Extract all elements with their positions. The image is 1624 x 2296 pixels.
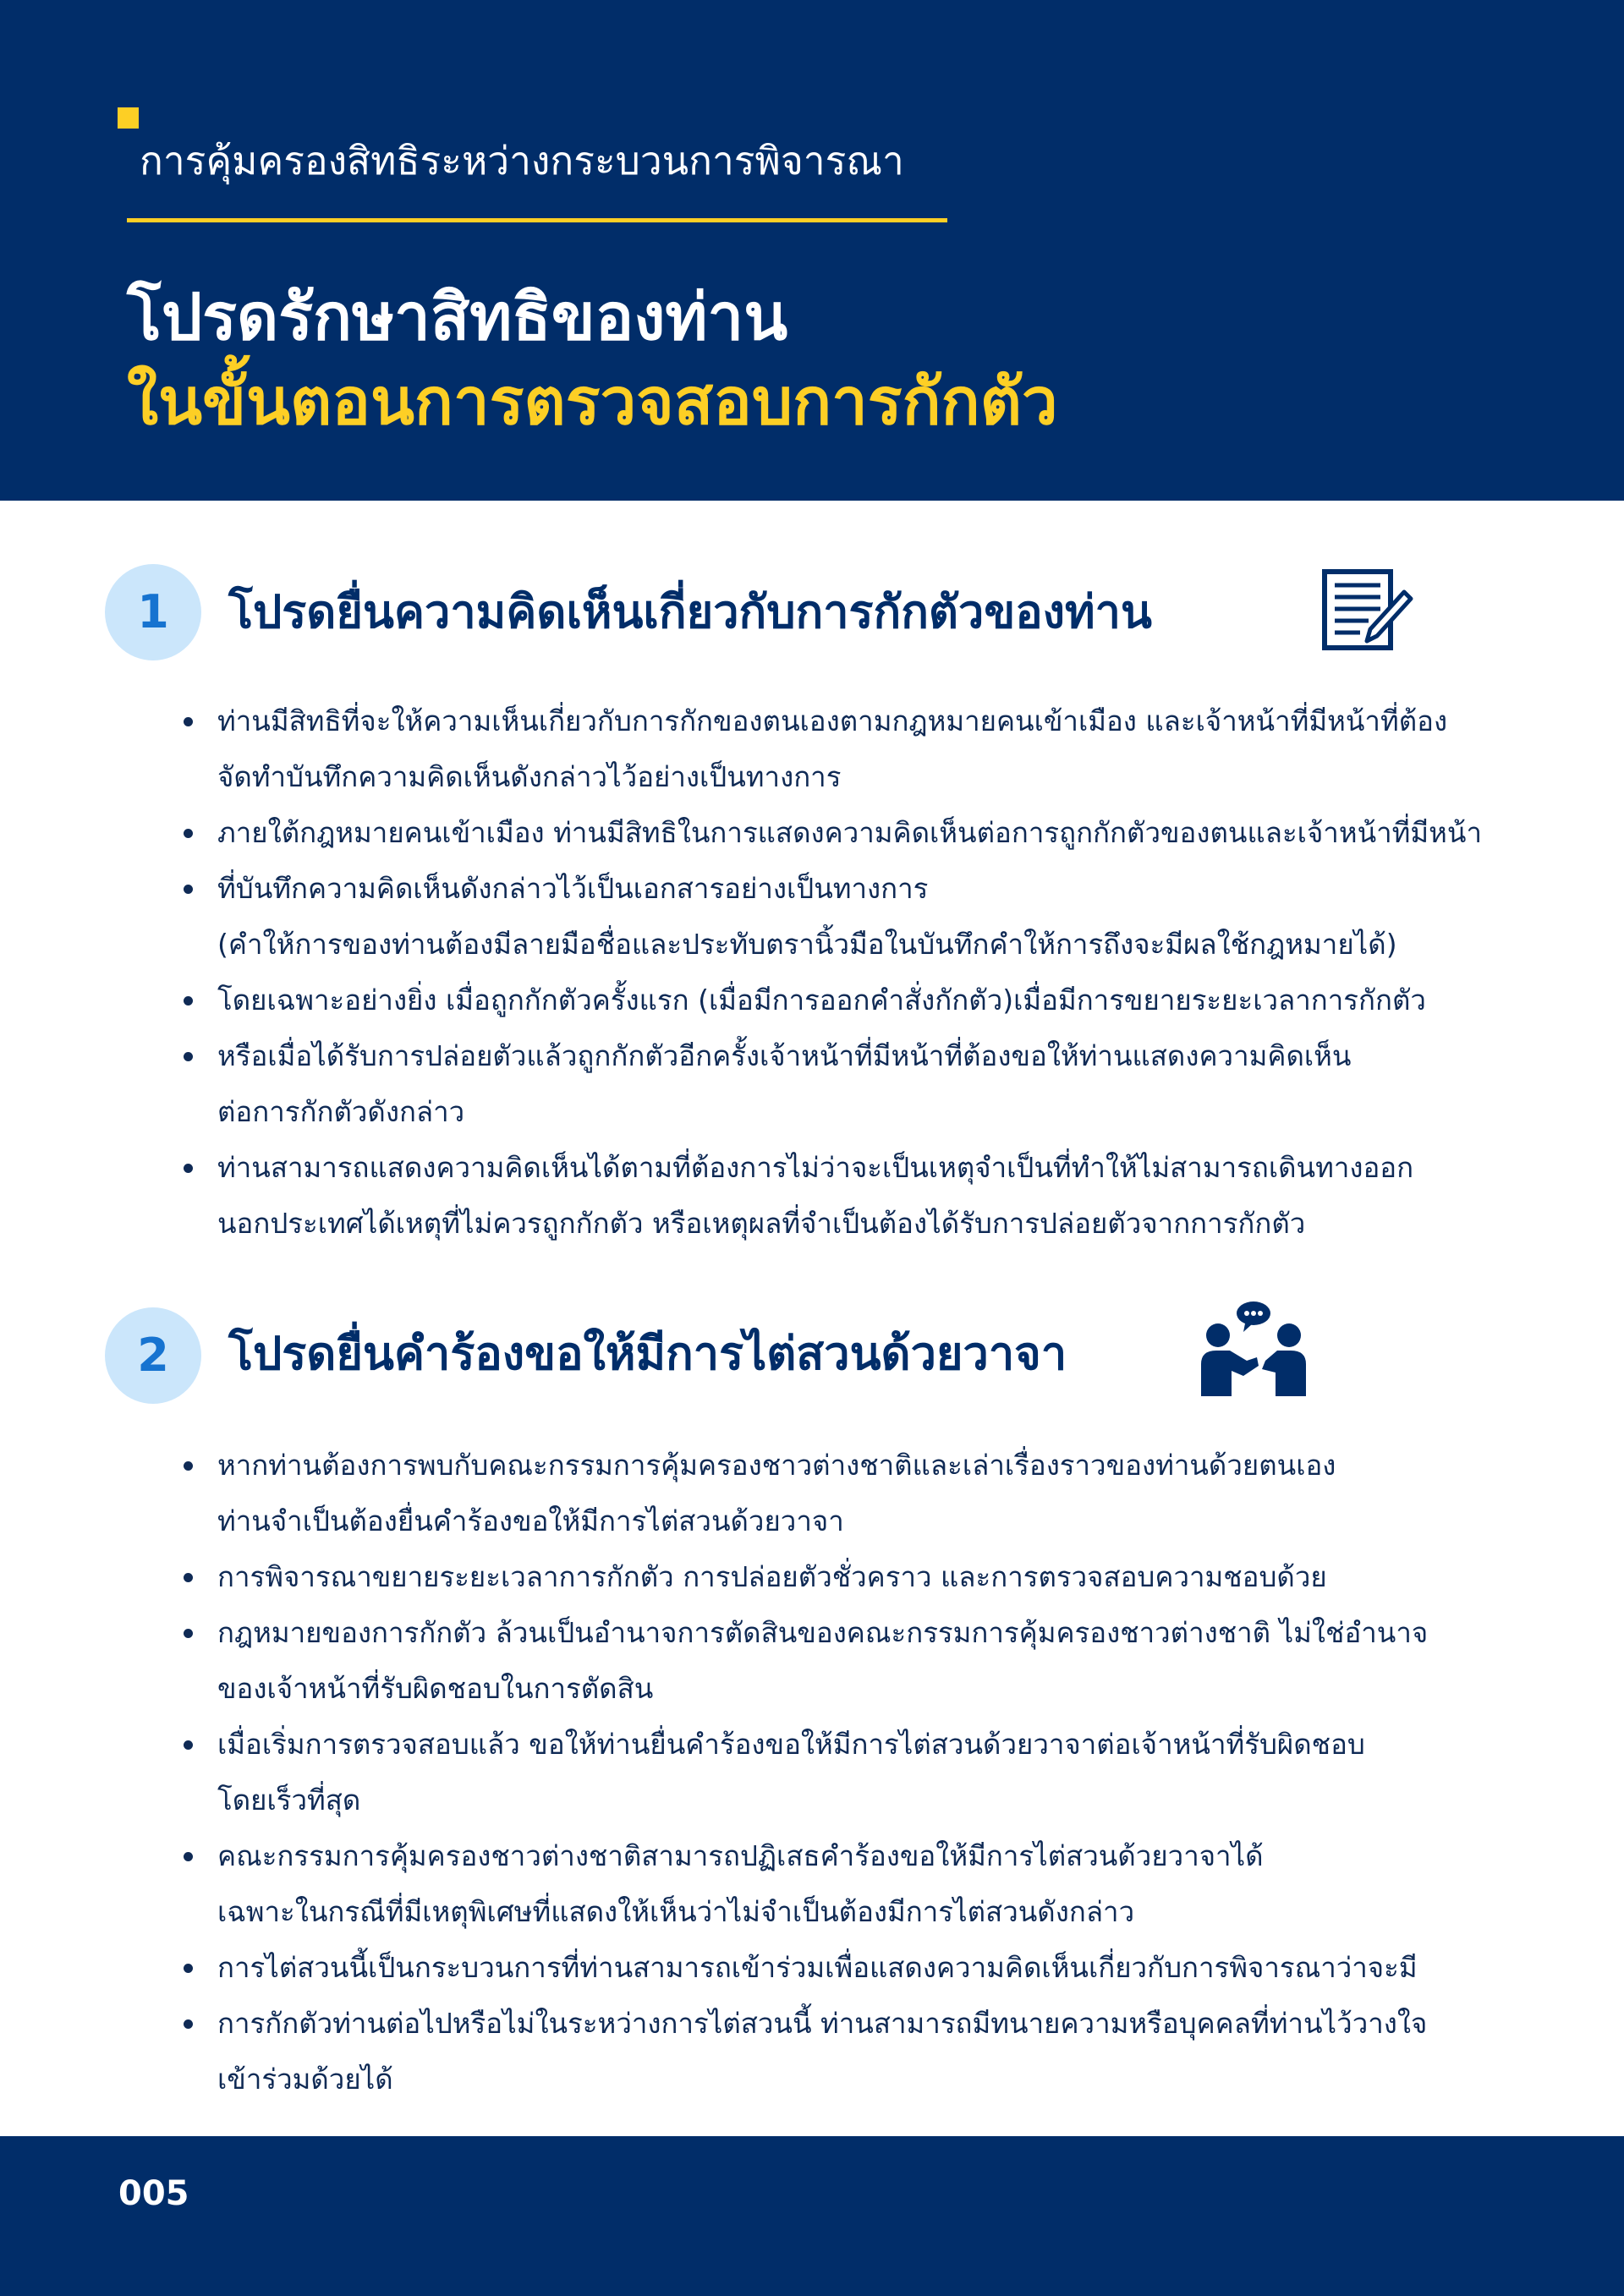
- bullet-text-line: จัดทำบันทึกความคิดเห็นดังกล่าวไว้อย่างเป็นทางการ: [217, 760, 842, 793]
- bullet-text-line: การพิจารณาขยายระยะเวลาการกักตัว การปล่อยตัวชั่วคราว และการตรวจสอบความชอบด้วย: [217, 1560, 1327, 1593]
- people-conversation-icon: [1198, 1298, 1309, 1401]
- bullet-text-line: ท่านมีสิทธิที่จะให้ความเห็นเกี่ยวกับการกักของตนเองตามกฎหมายคนเข้าเมือง และเจ้าหน้าที่มีหน้าที่ต้อง: [217, 704, 1448, 737]
- bullet-text-line: กฎหมายของการกักตัว ล้วนเป็นอำนาจการตัดสินของคณะกรรมการคุ้มครองชาวต่างชาติ ไม่ใช่อำนาจ: [217, 1616, 1429, 1649]
- page-title-line-2: ในขั้นตอนการตรวจสอบการกักตัว: [127, 364, 1058, 439]
- accent-square: [118, 107, 139, 129]
- bullet-text-line: การไต่สวนนี้เป็นกระบวนการที่ท่านสามารถเข้าร่วมเพื่อแสดงความคิดเห็นเกี่ยวกับการพิจารณาว่าจะมี: [217, 1951, 1418, 1984]
- bullet-item: [184, 1140, 1503, 1252]
- page-number: 005: [118, 2174, 189, 2213]
- bullet-item: [184, 1717, 1503, 1828]
- bullet-text-line: เข้าร่วมด้วยได้: [217, 2063, 393, 2096]
- footer-banner: [0, 2136, 1624, 2296]
- bullet-item: [184, 1028, 1503, 1140]
- bullet-text-line: ต่อการกักตัวดังกล่าว: [217, 1095, 465, 1128]
- bullet-text-line: การกักตัวท่านต่อไปหรือไม่ในระหว่างการไต่สวนนี้ ท่านสามารถมีทนายความหรือบุคคลที่ท่านไว้วางใจ: [217, 2007, 1428, 2040]
- bullet-text-line: โดยเร็วที่สุด: [217, 1784, 361, 1817]
- bullet-item: [184, 805, 1503, 861]
- bullet-item: [184, 1828, 1503, 1940]
- bullet-text-line: ของเจ้าหน้าที่รับผิดชอบในการตัดสิน: [217, 1672, 654, 1705]
- section-1-number-badge: 1: [105, 564, 201, 660]
- bullet-text-line: เฉพาะในกรณีที่มีเหตุพิเศษที่แสดงให้เห็นว่าไม่จำเป็นต้องมีการไต่สวนดังกล่าว: [217, 1895, 1135, 1928]
- bullet-text-line: หรือเมื่อได้รับการปล่อยตัวแล้วถูกกักตัวอีกครั้งเจ้าหน้าที่มีหน้าที่ต้องขอให้ท่านแสดงความคิดเห็น: [217, 1039, 1352, 1072]
- bullet-item: [184, 1549, 1503, 1605]
- bullet-item: [184, 1996, 1503, 2107]
- bullet-item: [184, 693, 1503, 805]
- document-pen-icon: [1321, 568, 1414, 656]
- bullet-item: [184, 861, 1503, 973]
- header-divider: [127, 218, 947, 222]
- section-1-title: โปรดยื่นความคิดเห็นเกี่ยวกับการกักตัวของท่าน: [228, 585, 1152, 638]
- bullet-text-line: (คำให้การของท่านต้องมีลายมือชื่อและประทับตรานิ้วมือในบันทึกคำให้การถึงจะมีผลใช้กฎหมายได้): [217, 928, 1397, 961]
- bullet-item: [184, 1605, 1503, 1717]
- bullet-text-line: คณะกรรมการคุ้มครองชาวต่างชาติสามารถปฏิเสธคำร้องขอให้มีการไต่สวนด้วยวาจาได้: [217, 1839, 1264, 1872]
- bullet-text-line: เมื่อเริ่มการตรวจสอบแล้ว ขอให้ท่านยื่นคำร้องขอให้มีการไต่สวนด้วยวาจาต่อเจ้าหน้าที่รับผิดชอบ: [217, 1728, 1365, 1761]
- section-2-bullet-list: [184, 1438, 1503, 2107]
- page-title-line-1: โปรดรักษาสิทธิของท่าน: [127, 279, 788, 354]
- bullet-item: [184, 1438, 1503, 1549]
- bullet-item: [184, 973, 1503, 1028]
- section-1-bullet-list: [184, 693, 1503, 1252]
- bullet-item: [184, 1940, 1503, 1996]
- section-2-title: โปรดยื่นคำร้องขอให้มีการไต่สวนด้วยวาจา: [228, 1327, 1067, 1380]
- bullet-text-line: ท่านสามารถแสดงความคิดเห็นได้ตามที่ต้องการไม่ว่าจะเป็นเหตุจำเป็นที่ทำให้ไม่สามารถเดินทางออก: [217, 1151, 1414, 1184]
- section-2-number-badge: 2: [105, 1307, 201, 1404]
- bullet-text-line: ภายใต้กฎหมายคนเข้าเมือง ท่านมีสิทธิในการแสดงความคิดเห็นต่อการถูกกักตัวของตนและเจ้าหน้าที่มีหน้า: [217, 816, 1483, 849]
- bullet-text-line: ท่านจำเป็นต้องยื่นคำร้องขอให้มีการไต่สวนด้วยวาจา: [217, 1504, 844, 1537]
- bullet-text-line: หากท่านต้องการพบกับคณะกรรมการคุ้มครองชาวต่างชาติและเล่าเรื่องราวของท่านด้วยตนเอง: [217, 1449, 1336, 1482]
- bullet-text-line: นอกประเทศได้เหตุที่ไม่ควรถูกกักตัว หรือเหตุผลที่จำเป็นต้องได้รับการปล่อยตัวจากการกักตัว: [217, 1207, 1306, 1240]
- bullet-text-line: โดยเฉพาะอย่างยิ่ง เมื่อถูกกักตัวครั้งแรก (เมื่อมีการออกคำสั่งกักตัว)เมื่อมีการขยายระยะเวลาการกักตัว: [217, 984, 1426, 1016]
- header-kicker: การคุ้มครองสิทธิระหว่างกระบวนการพิจารณา: [140, 138, 904, 184]
- bullet-text-line: ที่บันทึกความคิดเห็นดังกล่าวไว้เป็นเอกสารอย่างเป็นทางการ: [217, 872, 929, 905]
